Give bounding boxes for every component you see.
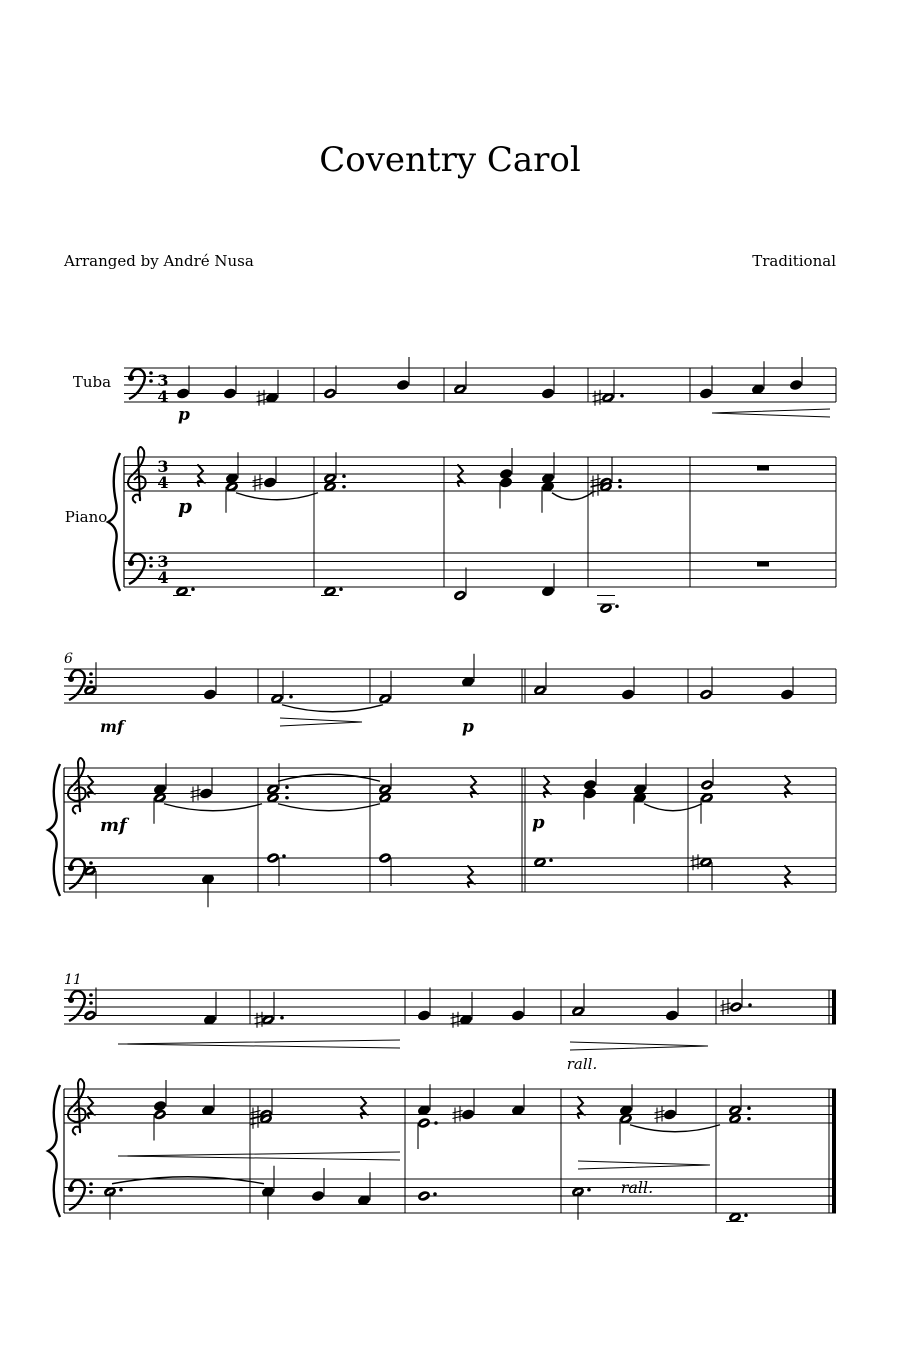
bass-clef <box>69 859 85 889</box>
note-head <box>699 689 712 700</box>
whole-rest <box>757 562 769 567</box>
note-head <box>417 1117 430 1128</box>
note-head <box>311 1190 324 1201</box>
note-head <box>378 852 391 863</box>
bass-clef <box>69 1180 85 1210</box>
dynamic-tuba-m8: p <box>462 717 474 737</box>
tie <box>164 804 262 811</box>
bass-clef <box>149 556 153 560</box>
bass-clef <box>89 993 93 997</box>
note-head <box>583 788 596 799</box>
arranger-credit: Arranged by André Nusa <box>64 252 254 270</box>
composer-credit: Traditional <box>752 252 836 270</box>
svg-text:4: 4 <box>157 387 169 406</box>
note-head <box>396 379 409 390</box>
augmentation-dot <box>620 394 624 398</box>
note-head <box>621 689 634 700</box>
time-signature-piano-treble <box>157 457 168 492</box>
bass-clef <box>89 680 93 684</box>
augmentation-dot <box>342 474 346 478</box>
tie <box>282 705 383 712</box>
bass-clef <box>69 991 85 1021</box>
bass-clef <box>149 564 153 568</box>
decrescendo-hairpin <box>578 1161 710 1169</box>
note-head <box>511 1010 524 1021</box>
crescendo-hairpin <box>712 409 830 417</box>
bass-clef <box>129 369 145 399</box>
bass-clef <box>89 861 93 865</box>
bass-clef <box>128 560 134 566</box>
augmentation-dot <box>549 858 553 862</box>
dynamic-piano-m6: mf <box>100 815 127 836</box>
rall-piano: rall. <box>620 1178 654 1197</box>
decrescendo-hairpin <box>280 718 362 726</box>
bass-clef <box>149 371 153 375</box>
svg-text:4: 4 <box>157 568 169 587</box>
note-head <box>699 388 712 399</box>
svg-text:3: 3 <box>157 371 169 390</box>
augmentation-dot <box>587 1188 591 1192</box>
augmentation-dot <box>280 1016 284 1020</box>
tie <box>644 804 702 811</box>
bass-clef <box>89 1190 93 1194</box>
svg-text:4: 4 <box>157 473 169 492</box>
augmentation-dot <box>618 485 622 489</box>
decrescendo-hairpin <box>570 1042 708 1050</box>
note-head <box>83 1010 96 1021</box>
note-head <box>203 689 216 700</box>
augmentation-dot <box>744 1213 748 1217</box>
augmentation-dot <box>618 479 622 483</box>
note-head <box>499 477 512 488</box>
piano-brace <box>108 453 120 591</box>
augmentation-dot <box>289 695 293 699</box>
note-head <box>700 779 713 790</box>
time-signature-tuba <box>157 371 168 406</box>
note-head <box>663 1109 676 1120</box>
note-head <box>461 1109 474 1120</box>
note-head <box>453 590 466 601</box>
note-head <box>266 852 279 863</box>
svg-text:3: 3 <box>157 457 169 476</box>
bass-clef <box>68 865 74 871</box>
note-head <box>789 379 802 390</box>
augmentation-dot <box>285 785 289 789</box>
augmentation-dot <box>282 854 286 858</box>
augmentation-dot <box>342 485 346 489</box>
note-head <box>153 1109 166 1120</box>
note-head <box>263 477 276 488</box>
crescendo-hairpin <box>118 1152 400 1160</box>
sharp-sign <box>691 854 701 870</box>
note-head <box>223 388 236 399</box>
sharp-sign <box>593 390 603 406</box>
augmentation-dot <box>433 1192 437 1196</box>
augmentation-dot <box>747 1117 751 1121</box>
bass-clef <box>69 670 85 700</box>
treble-clef <box>68 1079 86 1135</box>
dynamic-tuba-m1: p <box>178 405 190 425</box>
augmentation-dot <box>748 1003 752 1007</box>
tie <box>236 493 318 500</box>
tie <box>630 1125 720 1132</box>
augmentation-dot <box>191 587 195 591</box>
sharp-sign <box>251 1113 261 1129</box>
bass-clef <box>128 375 134 381</box>
piano-label: Piano <box>64 508 108 526</box>
sharp-sign <box>451 1012 461 1028</box>
note-head <box>417 1190 430 1201</box>
tie <box>278 804 380 811</box>
bass-clef <box>89 1182 93 1186</box>
augmentation-dot <box>339 587 343 591</box>
note-head <box>541 388 554 399</box>
bass-clef <box>149 379 153 383</box>
tie <box>278 774 380 781</box>
note-head <box>176 388 189 399</box>
bass-clef <box>89 672 93 676</box>
score-title: Coventry Carol <box>319 140 581 180</box>
augmentation-dot <box>285 796 289 800</box>
sharp-sign <box>257 390 267 406</box>
crescendo-hairpin <box>118 1040 400 1048</box>
tuba-label: Tuba <box>72 373 112 391</box>
bass-clef <box>68 997 74 1003</box>
note-head <box>417 1010 430 1021</box>
time-signature-piano-bass <box>157 552 168 587</box>
augmentation-dot <box>434 1121 438 1125</box>
piano-brace <box>48 764 60 896</box>
dynamic-piano-m1: p <box>178 494 192 518</box>
augmentation-dot <box>747 1106 751 1110</box>
whole-rest <box>757 466 769 471</box>
rall-tuba: rall. <box>566 1055 598 1073</box>
treble-clef <box>68 758 86 814</box>
measure-number-11: 11 <box>64 972 82 988</box>
bass-clef <box>68 676 74 682</box>
augmentation-dot <box>615 604 619 608</box>
note-head <box>323 388 336 399</box>
tie <box>552 493 592 500</box>
sharp-sign <box>591 481 601 497</box>
note-head <box>729 1001 742 1012</box>
piano-brace <box>48 1085 60 1217</box>
tie <box>112 1177 264 1184</box>
note-head <box>780 689 793 700</box>
svg-text:3: 3 <box>157 552 169 571</box>
dynamic-tuba-m6: mf <box>100 717 124 736</box>
dynamic-piano-m9: p <box>532 812 545 833</box>
bass-clef <box>129 554 145 584</box>
bass-clef <box>68 1186 74 1192</box>
treble-clef <box>128 447 146 503</box>
note-head <box>199 788 212 799</box>
note-head <box>665 1010 678 1021</box>
measure-number-6: 6 <box>64 651 73 667</box>
augmentation-dot <box>119 1188 123 1192</box>
bass-clef <box>89 1001 93 1005</box>
